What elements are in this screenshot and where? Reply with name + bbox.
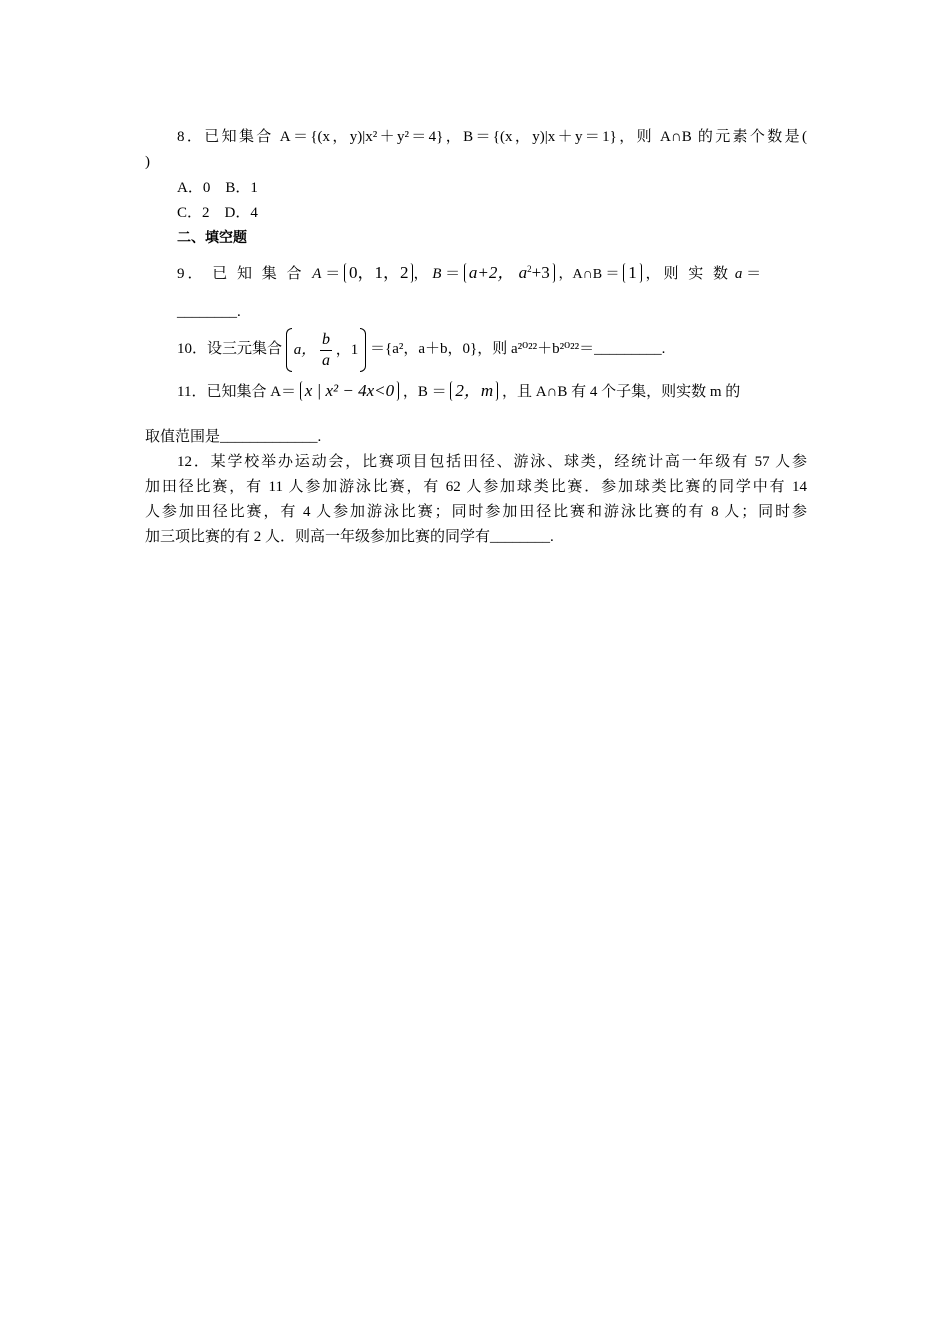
set-b-name: B: [432, 266, 442, 282]
question-9-equals: ＝: [746, 266, 762, 282]
set-element-a: a，: [293, 341, 317, 358]
set-b-element-2-tail: +3: [531, 263, 550, 282]
set-a-condition: x | x² − 4x<0: [304, 381, 395, 400]
set-a-elements: 0，1，2: [348, 263, 409, 282]
options-a-b: A．0 B．1: [177, 180, 258, 196]
question-12-line-3: [145, 502, 807, 522]
question-12-text-4: 加三项比赛的有 2 人．则高一年级参加比赛的同学有________.: [145, 529, 554, 545]
set-element-one: ，1: [335, 341, 359, 358]
question-12-line-1: [177, 452, 807, 472]
intersection-braces: [623, 263, 642, 283]
question-9-line-1: [177, 258, 807, 290]
options-c-d: C．2 D．4: [177, 205, 258, 221]
question-12-line-2: [145, 477, 807, 497]
question-8-options-cd: [177, 203, 807, 223]
question-12-text-2: 加田径比赛，有 11 人参加游泳比赛，有 62 人参加球类比赛．参加球类比赛的同学中有 14: [145, 479, 807, 495]
section-heading-text: 二、填空题: [177, 230, 247, 246]
question-11-blank: 取值范围是_____________.: [145, 429, 322, 445]
equals-sign: ＝: [325, 266, 341, 282]
set-b-label-q11: ，B ＝: [402, 384, 447, 400]
set-a-braces-q11: [300, 381, 399, 401]
intersection-value: 1: [628, 263, 637, 282]
question-9-suffix: ，则 实 数: [645, 266, 732, 282]
question-8-close-paren: ): [145, 154, 150, 170]
question-8-line-1: [177, 127, 807, 147]
question-12-text-1: 12．某学校举办运动会，比赛项目包括田径、游泳、球类，经统计高一年级有 57 人参: [177, 454, 807, 470]
question-10-prefix: 10．设三元集合: [177, 341, 283, 357]
question-9-prefix: 9． 已 知 集 合: [177, 266, 305, 282]
variable-a: a: [734, 266, 743, 282]
set-braces-large: [286, 328, 367, 372]
set-a-braces: [344, 263, 414, 283]
question-12-line-4: [145, 527, 807, 547]
fraction-b-over-a: [320, 330, 332, 371]
set-b-element-1: a+2，: [468, 263, 515, 282]
intersection-label: ，A∩B ＝: [558, 267, 620, 282]
question-11-prefix: 11．已知集合 A＝: [177, 384, 297, 400]
question-9-line-2: [177, 302, 807, 322]
set-b-elements-q11: 2，m: [455, 381, 494, 400]
set-b-braces: a+2， $a^2+3$: [464, 263, 555, 283]
section-heading: [177, 228, 807, 248]
set-b-element-2-base: a: [518, 263, 528, 282]
separator: ，: [413, 266, 429, 282]
fraction-numerator: b: [320, 330, 332, 351]
set-b-braces-q11: [450, 381, 498, 401]
question-10-rhs: ＝{a²，a＋b，0}，则 a²⁰²²＋b²⁰²²＝_________.: [370, 341, 666, 357]
question-11-suffix: ，且 A∩B 有 4 个子集，则实数 m 的: [501, 384, 741, 400]
question-8-options-ab: [177, 178, 807, 198]
question-9-blank: ________.: [177, 304, 241, 320]
question-12-text-3: 人参加田径比赛，有 4 人参加游泳比赛；同时参加田径比赛和游泳比赛的有 8 人；同时参: [145, 504, 807, 520]
fraction-denominator: a: [322, 351, 331, 369]
question-10-line: [177, 327, 807, 371]
question-8-line-2: [145, 152, 807, 172]
question-8-text: 8．已知集合 A＝{(x，y)|x²＋y²＝4}，B＝{(x，y)|x＋y＝1}，则 A∩B 的元素个数是(: [177, 129, 807, 145]
question-11-line-2: [145, 427, 807, 447]
question-11-line-1: [177, 375, 807, 409]
set-a-name: A: [312, 266, 322, 282]
equals-sign-b: ＝: [445, 266, 461, 282]
